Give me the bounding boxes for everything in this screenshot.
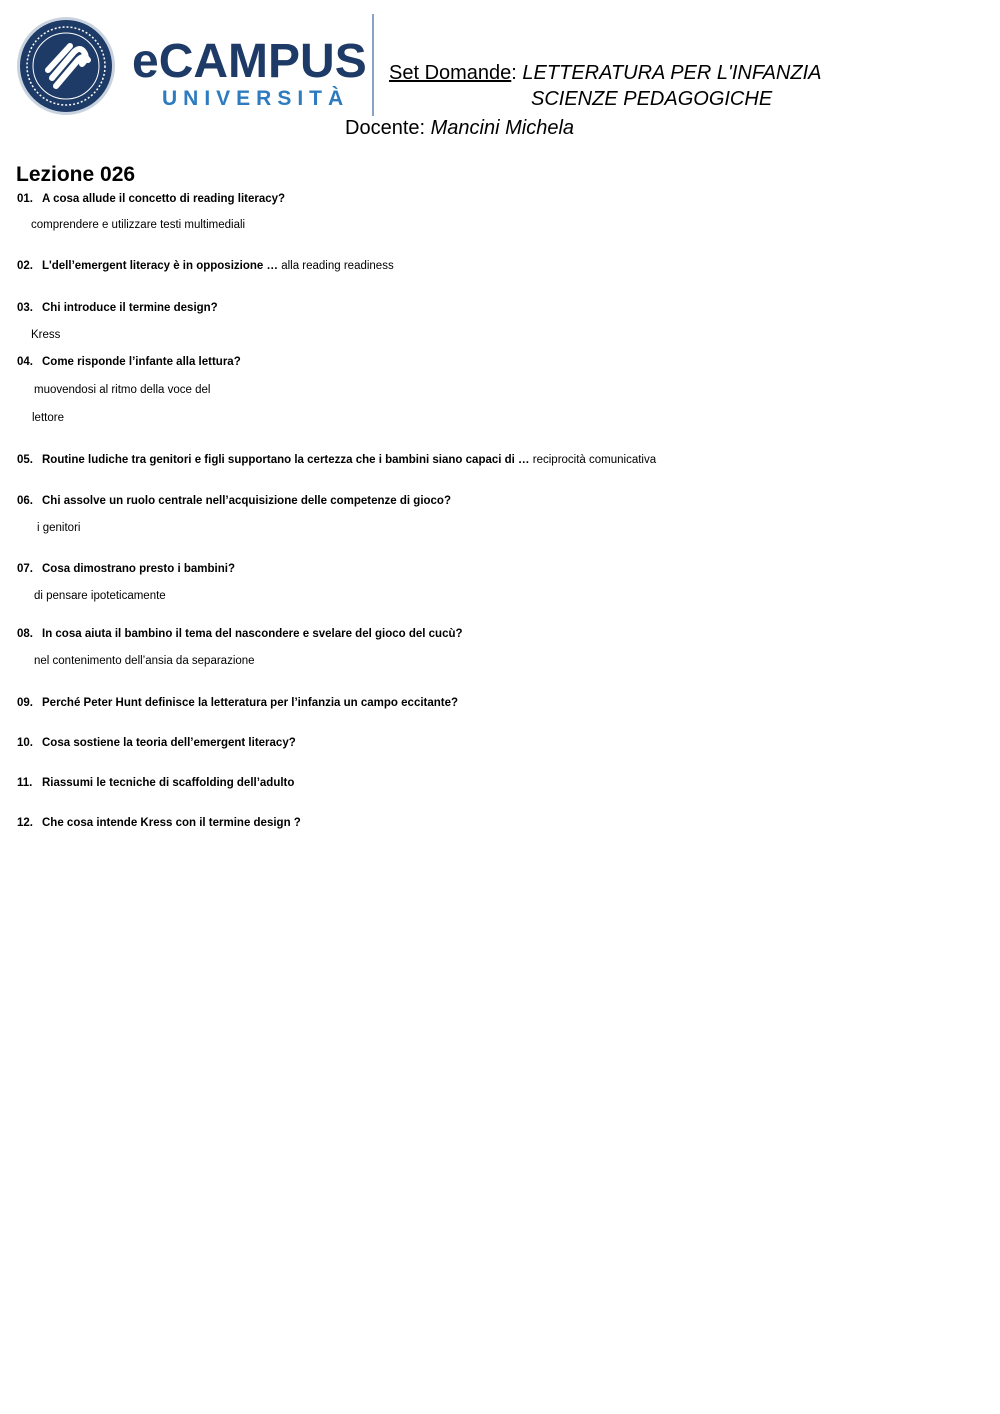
question-text: In cosa aiuta il bambino il tema del nascondere e svelare del gioco del cucù? <box>42 628 463 640</box>
answer-06: i genitori <box>37 522 81 534</box>
question-text: Come risponde l’infante alla lettura? <box>42 356 241 368</box>
answer-04-line2: lettore <box>32 412 64 424</box>
question-text: Cosa dimostrano presto i bambini? <box>42 563 235 575</box>
question-number: 12. <box>17 817 33 829</box>
question-number: 01. <box>17 193 33 205</box>
question-05 <box>17 453 656 467</box>
docente-label: Docente: <box>345 117 426 139</box>
question-number: 07. <box>17 563 33 575</box>
question-number: 10. <box>17 737 33 749</box>
question-text: Perché Peter Hunt definisce la letteratura per l’infanzia un campo eccitante? <box>42 697 459 709</box>
question-12 <box>17 816 301 830</box>
question-02 <box>17 259 394 273</box>
logo-brand-text: eCAMPUS <box>132 35 367 88</box>
answer-03: Kress <box>31 329 61 341</box>
question-text: Routine ludiche tra genitori e figli supportano la certezza che i bambini siano capaci di … <box>42 454 530 466</box>
question-text: Che cosa intende Kress con il termine design ? <box>42 817 301 829</box>
logo-sub-text: UNIVERSITÀ <box>162 87 350 110</box>
set-colon: : <box>511 62 517 84</box>
answer-08: nel contenimento dell’ansia da separazione <box>34 655 255 667</box>
question-number: 04. <box>17 356 33 368</box>
question-10 <box>17 736 296 750</box>
inline-answer-05: reciprocità comunicativa <box>532 454 657 466</box>
question-08 <box>17 627 463 641</box>
question-11 <box>17 776 294 790</box>
question-number: 08. <box>17 628 33 640</box>
question-number: 06. <box>17 495 33 507</box>
docente-name: Mancini Michela <box>430 117 575 139</box>
answer-04-line1: muovendosi al ritmo della voce del <box>34 384 211 396</box>
lesson-title: Lezione 026 <box>16 163 136 186</box>
question-number: 03. <box>17 302 33 314</box>
question-text: A cosa allude il concetto di reading literacy? <box>42 193 286 205</box>
question-09 <box>17 696 458 710</box>
set-label: Set Domande <box>389 62 512 84</box>
question-03 <box>17 301 218 315</box>
set-line <box>389 61 821 85</box>
answer-01: comprendere e utilizzare testi multimediali <box>31 219 246 231</box>
inline-answer-02: alla reading readiness <box>281 260 394 272</box>
course-subtitle: SCIENZE PEDAGOGICHE <box>531 88 773 110</box>
answer-07: di pensare ipoteticamente <box>34 590 166 602</box>
question-07 <box>17 562 235 576</box>
question-text: Cosa sostiene la teoria dell’emergent literacy? <box>42 737 296 749</box>
question-number: 09. <box>17 697 33 709</box>
question-text: Riassumi le tecniche di scaffolding dell’adulto <box>42 777 295 789</box>
question-number: 05. <box>17 454 33 466</box>
question-01 <box>17 192 285 206</box>
docente-line <box>345 116 574 140</box>
header-divider <box>372 14 374 116</box>
question-text: L'dell’emergent literacy è in opposizione … <box>42 260 278 272</box>
course-title: LETTERATURA PER L'INFANZIA <box>522 62 822 84</box>
question-number: 11. <box>17 777 33 789</box>
question-text: Chi assolve un ruolo centrale nell’acquisizione delle competenze di gioco? <box>42 495 451 507</box>
question-04 <box>17 355 241 369</box>
question-text: Chi introduce il termine design? <box>42 302 218 314</box>
ecampus-seal-logo <box>16 16 116 116</box>
ecampus-wordmark <box>132 35 367 110</box>
question-06 <box>17 494 451 508</box>
course-subtitle-line <box>531 87 772 111</box>
question-number: 02. <box>17 260 33 272</box>
